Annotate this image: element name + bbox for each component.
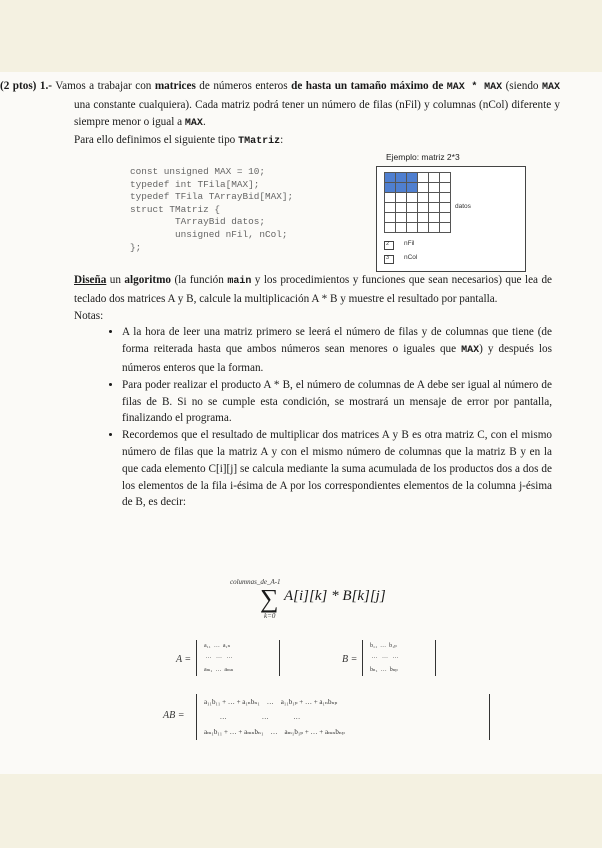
sum-upper-limit: columnas_de_A-1 bbox=[230, 578, 281, 586]
matrix-cell bbox=[385, 173, 396, 183]
matrix-cell bbox=[429, 183, 440, 193]
matrix-cell bbox=[418, 183, 429, 193]
matrix-cell bbox=[429, 203, 440, 213]
code-line: typedef int TFila[MAX]; bbox=[130, 178, 260, 190]
matrix-b-row: bₙ₁ … bₙₚ bbox=[370, 667, 398, 673]
main-function: main bbox=[227, 276, 252, 287]
ncol-box bbox=[384, 255, 394, 264]
matrix-cell bbox=[418, 223, 429, 233]
max-expression: MAX * MAX bbox=[446, 82, 503, 93]
code-line: struct TMatriz { bbox=[130, 203, 221, 215]
matrix-cell bbox=[407, 173, 418, 183]
matrix-cell bbox=[396, 193, 407, 203]
code-line: typedef TFila TArrayBid[MAX]; bbox=[130, 191, 294, 203]
matrix-cell bbox=[429, 223, 440, 233]
matrix-ab-row: a₁₁b₁₁ + … + a₁ₙbₙ₁ … a₁₁b₁ₚ + … + a₁ₙbₙₚ bbox=[204, 698, 338, 706]
matrix-grid bbox=[384, 172, 451, 233]
task-text: y los procedimientos y funciones que sean necesarios) que lea de teclado dos matrices A y B, calcule la multiplicación A * B y muestre el resultado por pantalla. bbox=[74, 274, 553, 305]
task-text: un bbox=[106, 274, 125, 286]
max-constant: MAX bbox=[461, 345, 480, 357]
matrix-cell bbox=[385, 193, 396, 203]
task-bold: algoritmo bbox=[124, 274, 172, 286]
diagram-title: Ejemplo: matriz 2*3 bbox=[386, 152, 460, 162]
task-section bbox=[74, 272, 552, 511]
nfil-label: nFil bbox=[404, 240, 415, 247]
intro-text: una constante cualquiera). Cada matriz podrá tener un número de filas (nFil) y columnas (nCol) diferente y siempre menor o igual a bbox=[74, 98, 560, 128]
matrix-a-row: a₁₁ … a₁ₙ bbox=[204, 643, 231, 649]
nfil-value: 2 bbox=[386, 241, 390, 247]
matrix-b-label: B = bbox=[342, 654, 358, 665]
max-constant: MAX bbox=[541, 82, 560, 93]
matrix-cell bbox=[396, 183, 407, 193]
matrix-cell bbox=[440, 183, 451, 193]
matrix-cell bbox=[440, 223, 451, 233]
matrix-cell bbox=[407, 193, 418, 203]
matrix-cell bbox=[396, 203, 407, 213]
matrix-a-label: A = bbox=[176, 654, 192, 665]
bottom-band bbox=[0, 774, 602, 848]
code-line: }; bbox=[130, 241, 142, 253]
intro-text: Para ello definimos el siguiente tipo bbox=[74, 134, 239, 147]
notes-list bbox=[74, 324, 552, 511]
matrix-cell bbox=[407, 223, 418, 233]
note-item: • Recordemos que el resultado de multiplicar dos matrices A y B es otra matriz C, con el mismo número de filas que la matriz A y con el mismo número de columnas que la matriz B y en la que cada elemento C[i][j] se calcula mediante la suma acumulada de los productos dos a dos de los elementos de la fila i-ésima de A por los correspondientes elementos de la columna j-ésima de B, es decir: bbox=[122, 427, 552, 511]
problem-statement bbox=[0, 78, 560, 151]
task-text: (la función bbox=[171, 274, 228, 286]
matrix-a-row: … … … bbox=[204, 654, 234, 660]
note-text: ) y después los números enteros que la forman. bbox=[122, 343, 552, 374]
code-listing bbox=[130, 166, 293, 254]
intro-bold: de hasta un tamaño máximo de bbox=[291, 80, 444, 92]
type-name: TMatriz bbox=[238, 136, 281, 148]
matrix-cell bbox=[396, 213, 407, 223]
points-label: (2 ptos) bbox=[0, 80, 37, 92]
note-text: A la hora de leer una matriz primero se leerá el número de filas y de columnas que tiene (de forma reiterada hasta que ambos números sean menores o iguales que bbox=[122, 326, 552, 356]
matrix-cell bbox=[440, 173, 451, 183]
matrix-cell bbox=[396, 173, 407, 183]
matrix-cell bbox=[440, 203, 451, 213]
matrix-cell bbox=[440, 193, 451, 203]
matrix-ab-row: aₘ₁b₁₁ + … + aₘₙbₙ₁ … aₘ₁b₁ₚ + … + aₘₙbₙₚ bbox=[204, 728, 345, 736]
matrix-cell bbox=[385, 223, 396, 233]
matrix-b-row: b₁₁ … b₁ₚ bbox=[370, 643, 397, 649]
problem-number: 1.- bbox=[39, 80, 52, 92]
type-definition-line bbox=[74, 132, 560, 151]
intro-text: de números enteros bbox=[195, 80, 292, 92]
datos-label: datos bbox=[455, 203, 471, 210]
top-band bbox=[0, 0, 602, 72]
matrix-cell bbox=[418, 193, 429, 203]
intro-text: . bbox=[202, 115, 206, 128]
matrix-ab-label: AB = bbox=[163, 710, 185, 721]
max-constant: MAX bbox=[184, 117, 203, 129]
matrix-cell bbox=[418, 203, 429, 213]
sigma-symbol: ∑ bbox=[260, 584, 279, 613]
ncol-label: nCol bbox=[404, 254, 418, 261]
matrix-cell bbox=[407, 183, 418, 193]
note-item bbox=[122, 324, 552, 376]
intro-bold: matrices bbox=[154, 80, 196, 92]
summation-formula bbox=[230, 578, 410, 624]
nfil-box bbox=[384, 241, 394, 250]
code-line: unsigned nFil, nCol; bbox=[130, 228, 288, 240]
matrix-b-row: … … … bbox=[370, 654, 400, 660]
task-paragraph bbox=[74, 272, 552, 308]
matrix-cell bbox=[385, 213, 396, 223]
matrix-cell bbox=[407, 203, 418, 213]
matrix-cell bbox=[385, 203, 396, 213]
matrix-cell bbox=[418, 173, 429, 183]
code-line: TArrayBid datos; bbox=[130, 216, 266, 228]
matrix-cell bbox=[429, 213, 440, 223]
intro-text: (siendo bbox=[502, 80, 542, 92]
matrix-cell bbox=[429, 173, 440, 183]
matrix-cell bbox=[396, 223, 407, 233]
matrix-cell bbox=[385, 183, 396, 193]
matrix-cell bbox=[440, 213, 451, 223]
note-item: • Para poder realizar el producto A * B, el número de columnas de A debe ser igual al número de filas de B. Si no se cumple esta condición, se mostrará un mensaje de error por pantalla, finalizando el programa. bbox=[122, 377, 552, 427]
ncol-value: 3 bbox=[386, 255, 390, 261]
matrix-a-row: aₘ₁ … aₘₙ bbox=[204, 667, 234, 673]
matrix-cell bbox=[429, 193, 440, 203]
intro-text: Vamos a trabajar con bbox=[55, 80, 155, 92]
problem-intro bbox=[0, 78, 560, 132]
matrix-cell bbox=[407, 213, 418, 223]
sum-expression: A[i][k] * B[k][j] bbox=[284, 588, 386, 604]
intro-text: : bbox=[280, 134, 284, 147]
matrix-cell bbox=[418, 213, 429, 223]
task-verb: Diseña bbox=[74, 274, 107, 286]
notes-label: Notas: bbox=[74, 309, 104, 322]
matrix-ab-row: … … … bbox=[204, 713, 318, 721]
code-line: const unsigned MAX = 10; bbox=[130, 166, 266, 177]
sum-lower-limit: k=0 bbox=[264, 612, 276, 620]
